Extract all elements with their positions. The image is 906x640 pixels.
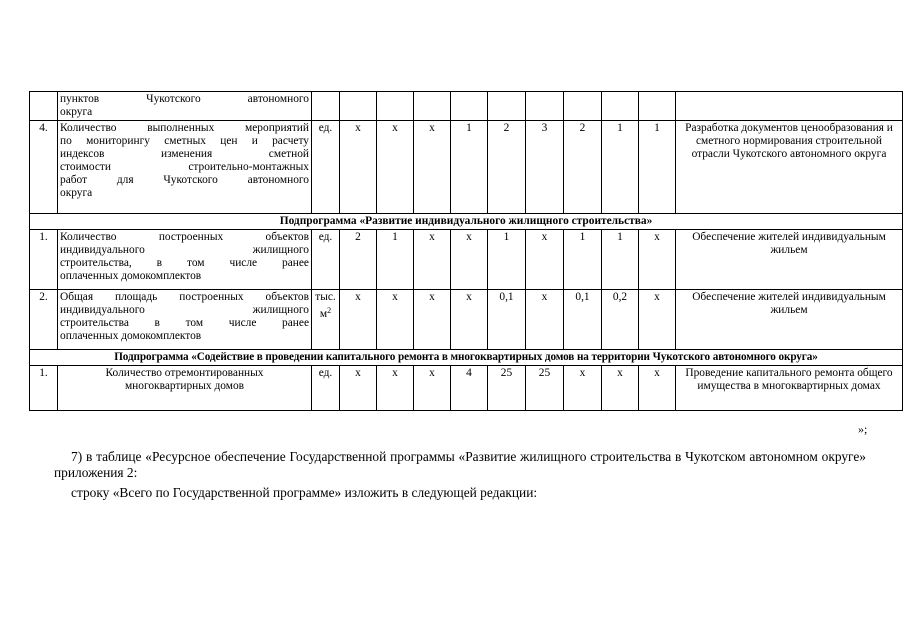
- value-cell: x: [602, 366, 639, 411]
- row-number: 1.: [30, 366, 58, 411]
- value-cell: x: [377, 121, 414, 214]
- unit-cell: ед.: [312, 230, 340, 290]
- value-cell: x: [414, 230, 451, 290]
- closing-quote: »;: [858, 422, 868, 436]
- expected-result: Обеспечение жителей индивидуальным жильем: [676, 290, 903, 350]
- value-cell: x: [414, 290, 451, 350]
- value-cell: x: [340, 290, 377, 350]
- subprogram-title: Подпрограмма «Развитие индивидуального жилищного строительства»: [30, 214, 903, 230]
- unit-cell: ед.: [312, 366, 340, 411]
- value-cell: x: [377, 366, 414, 411]
- value-cell: 0,1: [564, 290, 602, 350]
- subprogram-title: Подпрограмма «Содействие в проведении капитального ремонта в многоквартирных домов на территории Чукотского автономного округа»: [30, 350, 903, 366]
- value-cell: x: [564, 366, 602, 411]
- value-cell: x: [340, 121, 377, 214]
- value-cell: 4: [451, 366, 488, 411]
- value-cell: x: [414, 121, 451, 214]
- value-cell: 2: [564, 121, 602, 214]
- expected-result: Обеспечение жителей индивидуальным жильем: [676, 230, 903, 290]
- table-row: [30, 92, 903, 121]
- value-cell: x: [639, 290, 676, 350]
- value-cell: 1: [377, 230, 414, 290]
- value-cell: 1: [564, 230, 602, 290]
- value-cell: 25: [526, 366, 564, 411]
- value-cell: x: [451, 230, 488, 290]
- value-cell: x: [377, 290, 414, 350]
- value-cell: x: [451, 290, 488, 350]
- value-cell: 2: [488, 121, 526, 214]
- value-cell: 25: [488, 366, 526, 411]
- indicators-table: [29, 91, 903, 411]
- value-cell: x: [639, 366, 676, 411]
- indicator-name: Количество построенных объектов индивидуального жилищного строительства, в том числе ранее оплаченных домокомплектов: [58, 230, 312, 290]
- value-cell: 0,2: [602, 290, 639, 350]
- value-cell: 1: [639, 121, 676, 214]
- subprogram-header-row: [30, 350, 903, 366]
- indicator-name: пунктов Чукотского автономного округа: [58, 92, 312, 121]
- value-cell: 1: [602, 230, 639, 290]
- table-row: [30, 366, 903, 411]
- value-cell: x: [414, 366, 451, 411]
- indicator-name: Количество отремонтированных многоквартирных домов: [58, 366, 312, 411]
- amendment-paragraph: строку «Всего по Государственной программе» изложить в следующей редакции:: [71, 485, 538, 500]
- value-cell: 1: [488, 230, 526, 290]
- unit-cell: ед.: [312, 121, 340, 214]
- amendment-paragraph: 7) в таблице «Ресурсное обеспечение Государственной программы «Развитие жилищного строительства в Чукотском автономном округе» приложения 2:: [54, 449, 866, 480]
- value-cell: 1: [602, 121, 639, 214]
- row-number: 2.: [30, 290, 58, 350]
- value-cell: x: [526, 290, 564, 350]
- unit-cell: тыс. $м^2$: [312, 290, 340, 350]
- expected-result: Проведение капитального ремонта общего имущества в многоквартирных домах: [676, 366, 903, 411]
- value-cell: 3: [526, 121, 564, 214]
- row-number: 1.: [30, 230, 58, 290]
- indicator-name: Количество выполненных мероприятий по мониторингу сметных цен и расчету индексов изменения сметной стоимости строительно-монтажных работ для Чукотского автономного округа: [58, 121, 312, 214]
- value-cell: x: [340, 366, 377, 411]
- table-row: [30, 290, 903, 350]
- value-cell: 2: [340, 230, 377, 290]
- table-row: [30, 230, 903, 290]
- indicator-name: Общая площадь построенных объектов индивидуального жилищного строительства в том числе ранее оплаченных домокомплектов: [58, 290, 312, 350]
- table-row: [30, 121, 903, 214]
- expected-result: Разработка документов ценообразования и сметного нормирования строительной отрасли Чукотского автономного округа: [676, 121, 903, 214]
- value-cell: 0,1: [488, 290, 526, 350]
- row-number: 4.: [30, 121, 58, 214]
- subprogram-header-row: [30, 214, 903, 230]
- row-number: [30, 92, 58, 121]
- value-cell: 1: [451, 121, 488, 214]
- value-cell: x: [639, 230, 676, 290]
- value-cell: x: [526, 230, 564, 290]
